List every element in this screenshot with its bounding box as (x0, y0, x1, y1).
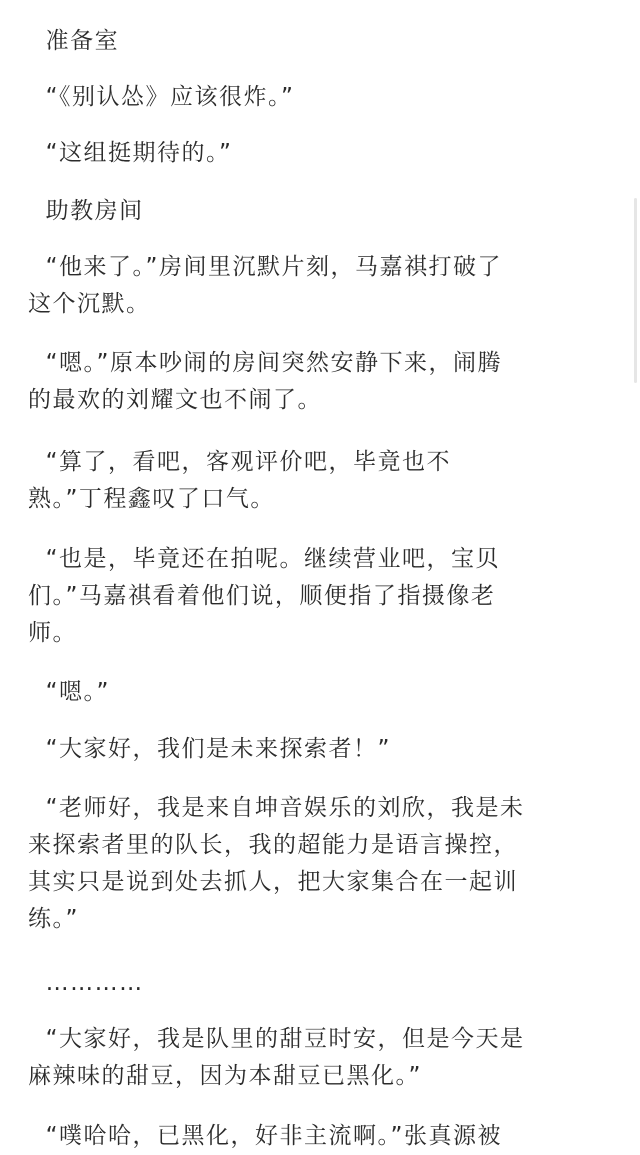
paragraph: “这组挺期待的。” (28, 140, 233, 166)
paragraph: 助教房间 (28, 198, 144, 224)
paragraph: “噗哈哈，已黑化，好非主流啊。”张真源被 (28, 1123, 502, 1149)
paragraph: “他来了。”房间里沉默片刻，马嘉祺打破了 这个沉默。 (28, 254, 502, 317)
scrollbar[interactable] (634, 198, 637, 383)
paragraph: “嗯。” (28, 679, 110, 705)
paragraph: “嗯。”原本吵闹的房间突然安静下来，闹腾 的最欢的刘耀文也不闹了。 (28, 350, 502, 413)
paragraph: “《别认怂》应该很炸。” (28, 84, 295, 110)
paragraph: 准备室 (28, 28, 120, 54)
paragraph: “大家好，我们是未来探索者！” (28, 736, 391, 762)
paragraph: ………… (28, 970, 144, 996)
paragraph: “老师好，我是来自坤音娱乐的刘欣，我是未 来探索者里的队长，我的超能力是语言操控， 其实只是说到处去抓人，把大家集合在一起训 练。” (28, 795, 525, 932)
paragraph: “大家好，我是队里的甜豆时安，但是今天是 麻辣味的甜豆，因为本甜豆已黑化。” (28, 1026, 525, 1089)
paragraph: “也是，毕竟还在拍呢。继续营业吧，宝贝 们。”马嘉祺看着他们说，顺便指了指摄像老 师。 (28, 546, 501, 646)
paragraph: “算了，看吧，客观评价吧，毕竟也不 熟。”丁程鑫叹了口气。 (28, 449, 452, 512)
